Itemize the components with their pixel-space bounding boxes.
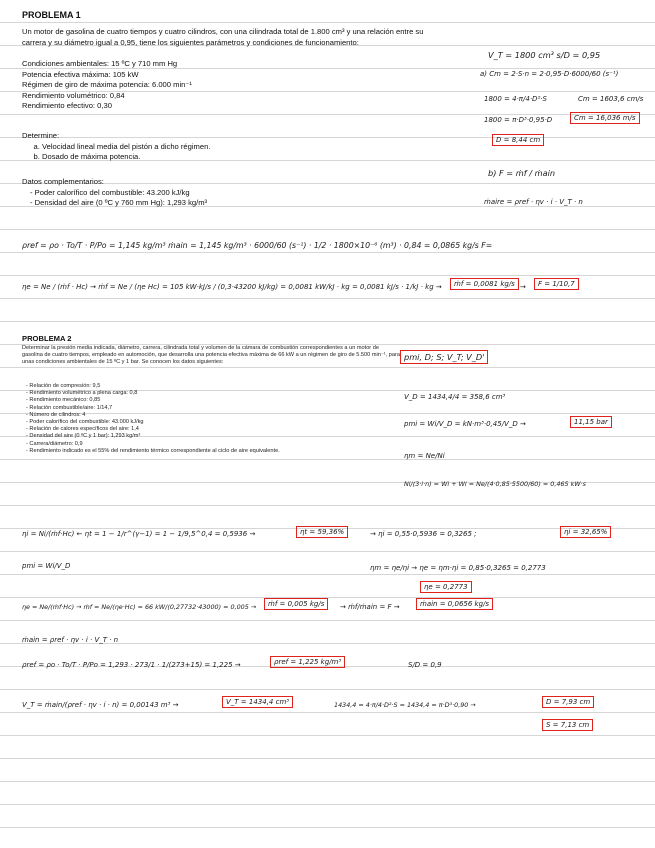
calc-etae: ηm = ηe/ηi → ηe = ηm·ηi = 0,85·0,3265 = 0,2773	[370, 564, 546, 572]
data-item: - Densidad del aire (0 ºC y 1 bar): 1,293 kg/m³	[26, 433, 382, 440]
calc-d: 1434,4 = 4·π/4·D²·S = 1434,4 = π·D³·0,90 →	[334, 701, 476, 709]
calc-main: ṁain = ρref · ηv · i · V_T · n	[22, 636, 119, 644]
data-item: - Rendimiento mecánico: 0,85	[26, 397, 382, 404]
result-box-vt: V_T = 1434,4 cm³	[222, 696, 293, 708]
calc-efficiency-line: ηe = Ne / (ṁf · Hc) → ṁf = Ne / (ηe Hc) = 105 kW·kJ/s / (0,3·43200 kJ/kg) = 0,0081 kW/kJ · kg = 0,0081 kJ/s · 1/kJ · kg →	[22, 283, 442, 291]
result-box-etai: ηi = 32,65%	[560, 526, 611, 538]
result-box-d: D = 8,44 cm	[492, 134, 544, 146]
result-box-pmi: 11,15 bar	[570, 416, 612, 428]
problem2-statement: Determinar la presión media indicada, diámetro, carrera, cilindrada total y volumen de la cámara de combustión correspondientes a un motor de gasolina de cuatro tiempos, empleado en automoción, que desarrolla una potencia efectiva máxima de 66 kW a un régimen de giro de 5.500 min⁻¹, para unas condiciones ambientales de 15 ºC y 1 bar. Se conocen los datos siguientes:	[22, 345, 400, 366]
calc-etai: ηi = Ni/(ṁf·Hc) ← ηt = 1 − 1/r^(γ−1) = 1 − 1/9,5^0,4 = 0,5936 →	[22, 530, 256, 538]
extra-data-block	[22, 177, 207, 209]
condition-line: Rendimiento efectivo: 0,30	[22, 101, 112, 111]
unknowns-box: pmi, D; S; V_T; V_D'	[400, 350, 488, 364]
note-etam: ηm = Ne/Ni	[404, 452, 445, 460]
calc-vt: V_T = ṁain/(ρref · ηv · i · n) = 0,00143 m³ →	[22, 701, 179, 709]
data-item: - Rendimiento volumétrico a plena carga: 0,8	[26, 390, 382, 397]
data-item: - Rendimiento indicado es el 55% del rendimiento térmico correspondiente al ciclo de aire equivalente.	[26, 448, 382, 455]
note-cm: a) Cm = 2·S·n = 2·0,95·D·6000/60 (s⁻¹)	[480, 70, 619, 78]
calc-mf: ηe = Ne/(ṁf·Hc) → ṁf = Ne/(ηe·Hc) = 66 kW/(0,27732·43000) = 0,005 →	[22, 603, 257, 611]
result-box-main: ṁain = 0,0656 kg/s	[416, 598, 493, 610]
note-vol: 1800 = 4·π/4·D²·S	[484, 95, 547, 103]
calc-f: → ṁf/ṁain = F →	[340, 603, 400, 611]
result-box-f: F = 1/10,7	[534, 278, 579, 290]
problem2-data	[22, 383, 382, 455]
result-box-etae: ηe = 0,2773	[420, 581, 472, 593]
data-item: - Relación de calores específicos del aire: 1,4	[26, 426, 382, 433]
extra-data-item: - Poder calorífico del combustible: 43.200 kJ/kg	[30, 188, 207, 199]
problem1-conditions	[22, 59, 192, 112]
note-ni: Ni/(3·i·n) = Wi + Wi = Ne/(4·0,85·5500/60) = 0,465 kW·s	[404, 480, 586, 488]
result-box-mf: ṁf = 0,0081 kg/s	[450, 278, 519, 290]
extra-data-item: - Densidad del aire (0 ºC y 760 mm Hg): 1,293 kg/m³	[30, 198, 207, 209]
calc-etai-2: → ηi = 0,55·0,5936 = 0,3265 ;	[370, 530, 477, 538]
note-cm-result: Cm = 1603,6 cm/s	[578, 95, 644, 103]
data-item: - Relación de compresión: 9,5	[26, 383, 382, 390]
calc-density-line: ρref = ρo · To/T · P/Po = 1,145 kg/m³ ṁain = 1,145 kg/m³ · 6000/60 (s⁻¹) · 1/2 · 1800×10⁻⁶ (m³) · 0,84 = 0,0865 kg/s F=	[22, 241, 493, 250]
determine-label: Determine:	[22, 131, 60, 140]
calc-pmi: pmi = Wi/V_D	[22, 562, 71, 570]
result-box-rho: ρref = 1,225 kg/m³	[270, 656, 345, 668]
condition-line: Régimen de giro de máxima potencia: 6.000 min⁻¹	[22, 80, 192, 90]
determine-item: a. Velocidad lineal media del pistón a dicho régimen.	[42, 142, 210, 153]
result-box-etat: ηt = 59,36%	[296, 526, 348, 538]
condition-line: Rendimiento volumétrico: 0,84	[22, 90, 125, 100]
extra-data-label: Datos complementarios:	[22, 177, 104, 186]
data-item: - Carrera/diámetro: 0,9	[26, 441, 382, 448]
calc-rhoref: ρref = ρo · To/T · P/Po = 1,293 · 273/1 · 1/(273+15) = 1,225 →	[22, 661, 241, 669]
result-box-mf2: ṁf = 0,005 kg/s	[264, 598, 328, 610]
result-box-d2: D = 7,93 cm	[542, 696, 594, 708]
note-vol2: 1800 = π·D³·0,95·D	[484, 116, 553, 124]
data-item: - Relación combustible/aire: 1/14,7	[26, 405, 382, 412]
note-maire: ṁaire = ρref · ηv · i · V_T · n	[484, 198, 583, 206]
problem1-statement: Un motor de gasolina de cuatro tiempos y cuatro cilindros, con una cilindrada total de 1.800 cm³ y una relación entre su carrera y su diámetro igual a 0,95, tiene los siguientes parámetros y condiciones de funcionamiento:	[22, 27, 424, 47]
note-sd: S/D = 0,9	[408, 661, 442, 669]
data-item: - Número de cilindros: 4	[26, 412, 382, 419]
result-box-s: S = 7,13 cm	[542, 719, 593, 731]
note-f: b) F = ṁf / ṁain	[488, 168, 556, 178]
determine-block	[22, 131, 210, 163]
problem2-title: PROBLEMA 2	[22, 334, 72, 343]
condition-line: Potencia efectiva máxima: 105 kW	[22, 69, 139, 79]
arrow: →	[520, 283, 526, 291]
result-box-cm: Cm = 16,036 m/s	[570, 112, 640, 124]
condition-line: Condiciones ambientales: 15 ºC y 710 mm Hg	[22, 59, 178, 68]
data-item: - Poder calorífico del combustible: 43.000 kJ/kg	[26, 419, 382, 426]
note-vt: V_T = 1800 cm³ s/D = 0,95	[488, 50, 601, 60]
note-vd: V_D = 1434,4/4 = 358,6 cm³	[404, 393, 506, 401]
determine-item: b. Dosado de máxima potencia.	[42, 152, 210, 163]
problem1-title: PROBLEMA 1	[22, 10, 81, 20]
note-pmi: pmi = Wi/V_D = kN·m³·0,45/V_D →	[404, 420, 526, 428]
